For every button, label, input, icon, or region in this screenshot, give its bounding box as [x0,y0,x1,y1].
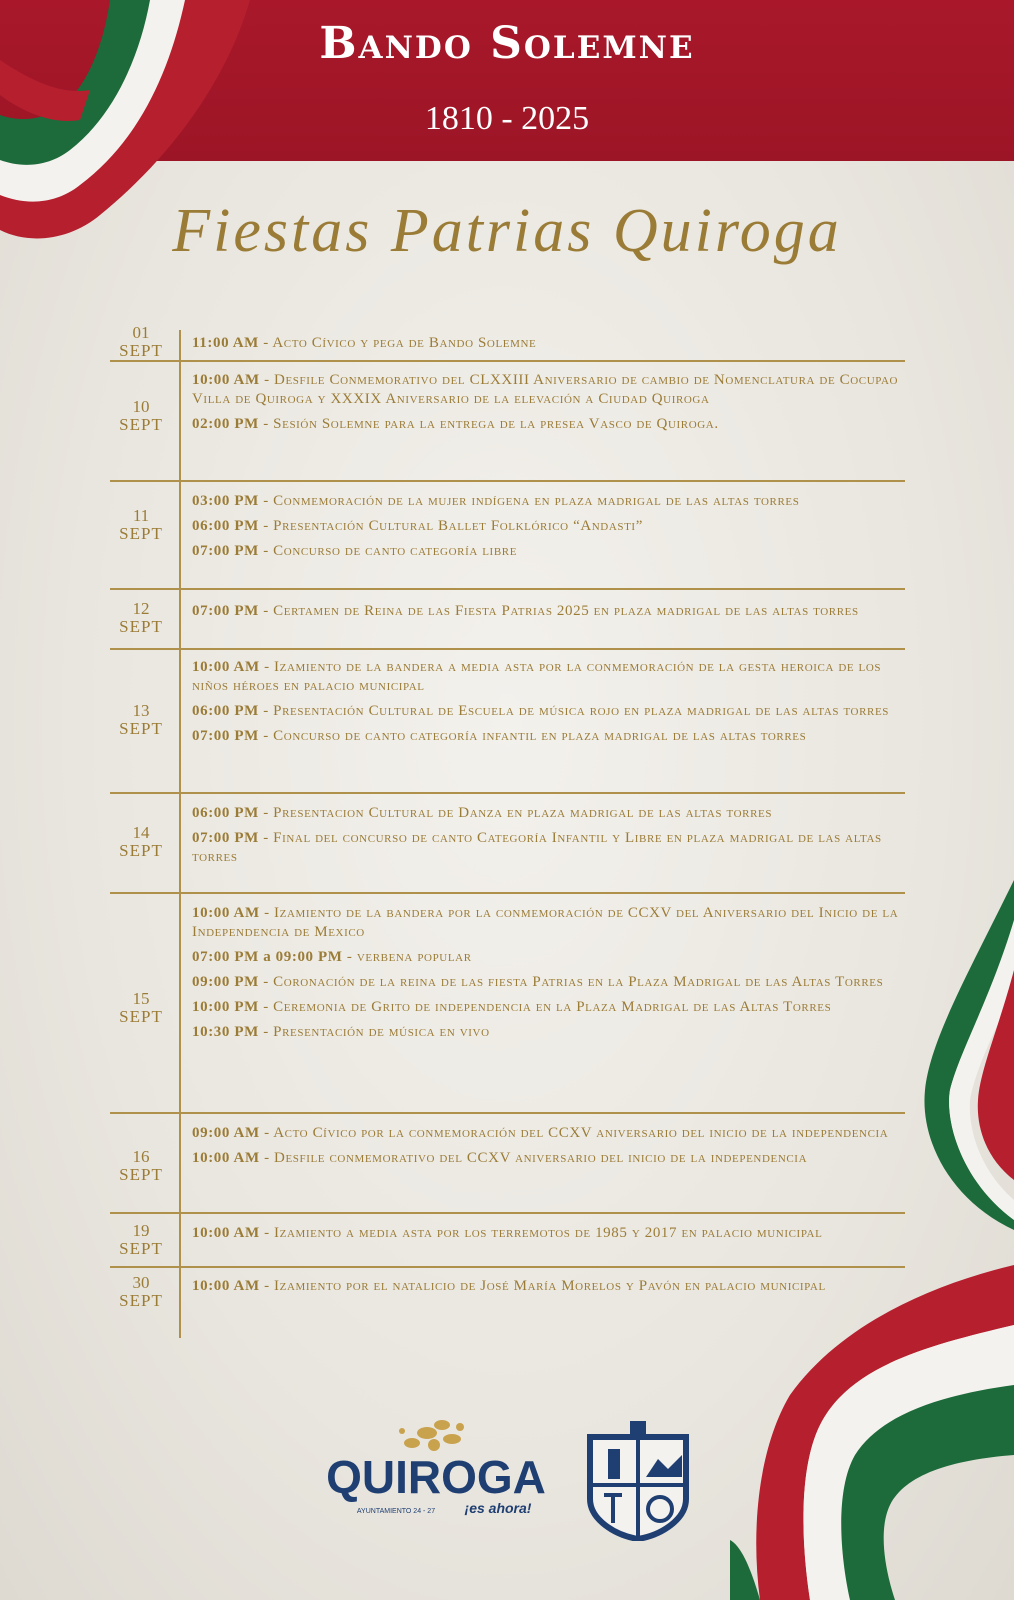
event-list [192,904,905,1048]
event-list [192,492,905,567]
event-item: 07:00 PM a 09:00 PM - verbena popular [192,949,472,965]
event-item: 09:00 PM - Coronación de la reina de las fiesta Patrias en la Plaza Madrigal de las Altas Torres [192,974,884,990]
date-label: 12 SEPT [119,599,163,636]
date-label: 19 SEPT [119,1221,163,1258]
event-list [192,658,905,752]
event-item: 07:00 PM - Certamen de Reina de las Fiesta Patrias 2025 en plaza madrigal de las altas torres [192,603,859,619]
event-item: 10:00 PM - Ceremonia de Grito de independencia en la Plaza Madrigal de las Altas Torres [192,999,832,1015]
event-list [192,804,905,873]
date-label: 15 SEPT [119,989,163,1026]
event-item: 06:00 PM - Presentación Cultural de Escuela de música rojo en plaza madrigal de las altas torres [192,703,890,719]
event-list [192,602,905,627]
schedule-row [110,1214,905,1268]
date-label: 16 SEPT [119,1147,163,1184]
schedule-row [110,1114,905,1214]
date-label: 30 SEPT [119,1273,163,1310]
date-label: 14 SEPT [119,823,163,860]
flag-ribbon-right [920,880,1014,1230]
event-list [192,1124,905,1174]
schedule-row [110,894,905,1114]
event-item: 10:00 AM - Izamiento de la bandera por la conmemoración de CCXV del Aniversario del Inicio de la Independencia de Mexico [192,905,899,940]
event-item: 07:00 PM - Concurso de canto categoría infantil en plaza madrigal de las altas torres [192,728,807,744]
event-item: 10:00 AM - Desfile Conmemorativo del CLXXIII Aniversario de cambio de Nomenclatura de Cocupao Villa de Quiroga y XXXIX Aniversario de la elevación a Ciudad Quiroga [192,372,899,407]
schedule-row [110,482,905,590]
event-item: 06:00 PM - Presentacion Cultural de Danza en plaza madrigal de las altas torres [192,805,773,821]
event-item: 02:00 PM - Sesión Solemne para la entrega de la presea Vasco de Quiroga. [192,416,719,432]
quiroga-logo [312,1413,560,1533]
event-list [192,1224,905,1249]
flower-ornament-icon [399,1420,464,1451]
event-list [192,371,905,440]
svg-text:¡es ahora!: ¡es ahora! [464,1500,532,1516]
event-list [192,334,905,359]
fiestas-patrias-heading: Fiestas Patrias Quiroga [172,197,842,265]
date-label: 13 SEPT [119,701,163,738]
schedule-row [110,590,905,650]
event-item: 10:30 PM - Presentación de música en vivo [192,1024,490,1040]
event-item: 10:00 AM - Desfile conmemorativo del CCXV aniversario del inicio de la independencia [192,1150,808,1166]
date-label: 11 SEPT [119,506,163,543]
event-item: 09:00 AM - Acto Cívico por la conmemoración del CCXV aniversario del inicio de la independencia [192,1125,889,1141]
footer-logos [0,1405,1014,1545]
event-item: 07:00 PM - Concurso de canto categoría libre [192,543,518,559]
event-item: 06:00 PM - Presentación Cultural Ballet Folklórico “Andasti” [192,518,643,534]
event-item: 10:00 AM - Izamiento por el natalicio de José María Morelos y Pavón en palacio municipal [192,1278,826,1294]
event-item: 10:00 AM - Izamiento a media asta por los terremotos de 1985 y 2017 en palacio municipal [192,1225,823,1241]
schedule-row [110,320,905,362]
page-title: Bando Solemne [319,18,695,69]
svg-text:QUIROGA: QUIROGA [326,1451,546,1503]
event-item: 10:00 AM - Izamiento de la bandera a media asta por la conmemoración de la gesta heroica de los niños héroes en palacio municipal [192,659,882,694]
schedule-row [110,650,905,794]
coat-of-arms-icon [582,1419,694,1541]
date-label: 01 SEPT [119,323,163,360]
event-item: 07:00 PM - Final del concurso de canto Categoría Infantil y Libre en plaza madrigal de las altas torres [192,830,882,865]
event-item: 11:00 AM - Acto Cívico y pega de Bando Solemne [192,335,537,351]
schedule-row [110,794,905,894]
schedule-row [110,362,905,482]
years-subtitle: 1810 - 2025 [424,100,590,137]
event-item: 03:00 PM - Conmemoración de la mujer indígena en plaza madrigal de las altas torres [192,493,800,509]
svg-text:AYUNTAMIENTO 24 - 27: AYUNTAMIENTO 24 - 27 [356,1508,436,1515]
date-label: 10 SEPT [119,397,163,434]
